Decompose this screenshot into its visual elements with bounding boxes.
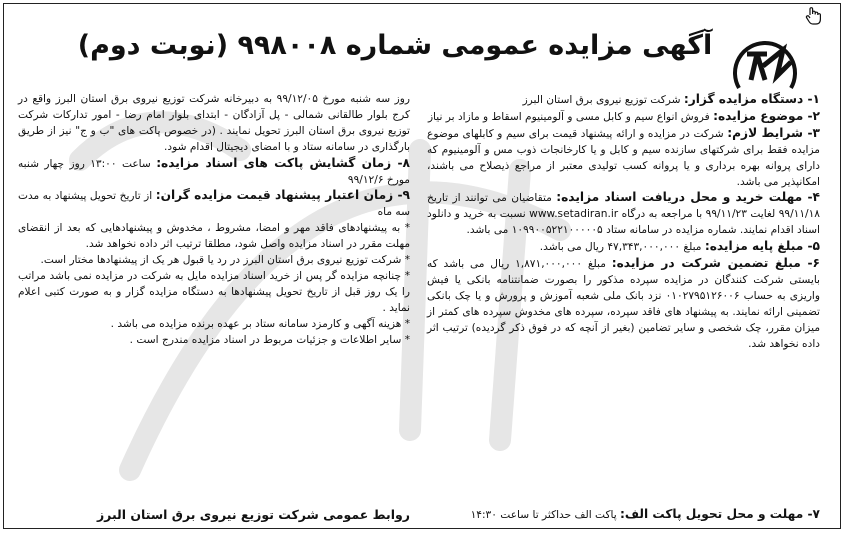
power-distribution-logo xyxy=(733,36,799,94)
item-envelope-delivery: ۷- مهلت و محل تحویل پاکت الف: پاکت الف حداکثر تا ساعت ۱۴:۳۰ xyxy=(470,507,820,521)
item-base-price: ۵- مبلغ پایه مزایده: مبلغ ۴۷,۳۴۳,۰۰۰,۰۰۰ ریال می باشد. xyxy=(539,239,820,254)
item-conditions: ۳- شرایط لازم: شرکت در مزایده و ارائه پیشنهاد قیمت برای سیم و کابلهای موضوع مزایده فقط برای شرکتهای سازنده سیم و کابل و یا کارخانجات ذوب مس و آلومینیوم که دارای پروانه بهره برداری و یا پروانه کسب تولیدی معتبر از مراجع ذیصلاح می باشند، امکانپذیر می باشد. xyxy=(427,125,820,188)
item-opening-time: ۸- زمان گشایش پاکت های اسناد مزایده: ساعت ۱۳:۰۰ روز چهار شنبه مورخ ۹۹/۱۲/۶ xyxy=(18,155,410,186)
item-document-purchase: ۴- مهلت خرید و محل دریافت اسناد مزایده: متقاضیان می توانند از تاریخ ۹۹/۱۱/۱۸ لغایت ۹۹/۱۱/۲۳ با مراجعه به درگاه www.setadiran.ir نسبت به خرید و دانلود اسناد اقدام نمایند. شماره مزایده در سامانه ستاد ۱۰۹۹۰۰۵۲۲۱۰۰۰۰۰۵ می باشد. xyxy=(427,190,820,237)
item-guarantee: ۶- مبلغ تضمین شرکت در مزایده: مبلغ ۱,۸۷۱,۰۰۰,۰۰۰ ریال می باشد که بایستی شرکت کنندگان در مزایده سپرده مذکور را بصورت ضمانتنامه بانکی یا فیش واریزی به حساب ۰۱۰۲۷۹۵۱۲۶۰۰۶ نزد بانک ملی شعبه آموزش و پرورش و یا چک بانکی تضمینی ارائه نمایند. به پیشنهاد های فاقد سپرده، سپرده های مخدوش سپرده های کمتر از میزان مقرر، چک شخصی و سایر تضامین (بغیر از آنچه که در فوق ذکر گردیده) ترتیب اثر داده نخواهد شد. xyxy=(427,256,820,350)
note-other-info: * سایر اطلاعات و جزئیات مربوط در اسناد مزایده مندرج است . xyxy=(129,333,410,346)
note-invalid-bids: * به پیشنهادهای فاقد مهر و امضا، مشروط ، مخدوش و پیشنهادهایی که بعد از انقضای مهلت مقرر در اسناد مزایده واصل شود، مطلقا ترتیب اثر داده نخواهد شد. xyxy=(18,222,410,251)
right-column xyxy=(427,92,820,353)
note-withdrawal: * چنانچه مزایده گر پس از خرید اسناد مزایده مایل به شرکت در مزایده نمی باشد مراتب را یک روز قبل از تاریخ تحویل پیشنهادها به دستگاه مزایده گزار و به صورت کتبی اعلام نماید . xyxy=(18,269,410,314)
note-costs: * هزینه آگهی و کارمزد سامانه ستاد بر عهده برنده مزایده می باشد . xyxy=(110,317,410,330)
item-organizer: ۱- دستگاه مزایده گزار: شرکت توزیع نیروی برق استان البرز xyxy=(522,92,820,106)
public-relations-signature: روابط عمومی شرکت توزیع نیروی برق استان البرز xyxy=(96,507,410,522)
item-validity: ۹- زمان اعتبار پیشنهاد قیمت مزایده گران: از تاریخ تحویل پیشنهاد به مدت سه ماه xyxy=(18,188,410,219)
left-column xyxy=(18,92,410,349)
setadiran-link[interactable]: www.setadiran.ir xyxy=(529,208,619,221)
notice-title: آگهی مزایده عمومی شماره ۹۹۸۰۰۸ (نوبت دوم) xyxy=(77,30,713,61)
hand-pointer-icon xyxy=(804,6,822,26)
item-subject: ۲- موضوع مزایده: فروش انواع سیم و کابل مسی و آلومینیوم اسقاط و مازاد بر نیاز xyxy=(427,108,820,123)
item-delivery-continued: روز سه شنبه مورخ ۹۹/۱۲/۰۵ به دبیرخانه شرکت توزیع نیروی برق استان البرز واقع در کرج بلوار طالقانی شمالی - پل آزادگان - ابتدای بلوار امام رضا - امور تدارکات شرکت توزیع نیروی برق استان البرز تحویل نمایند . (در خصوص پاکت های "ب و ج" نیز از طریق بارگذاری در سامانه ستاد و با امضای دیجیتال اقدام شود. xyxy=(18,93,410,153)
note-rejection-right: * شرکت توزیع نیروی برق استان البرز در رد یا قبول هر یک از پیشنهادها مختار است. xyxy=(40,254,410,267)
